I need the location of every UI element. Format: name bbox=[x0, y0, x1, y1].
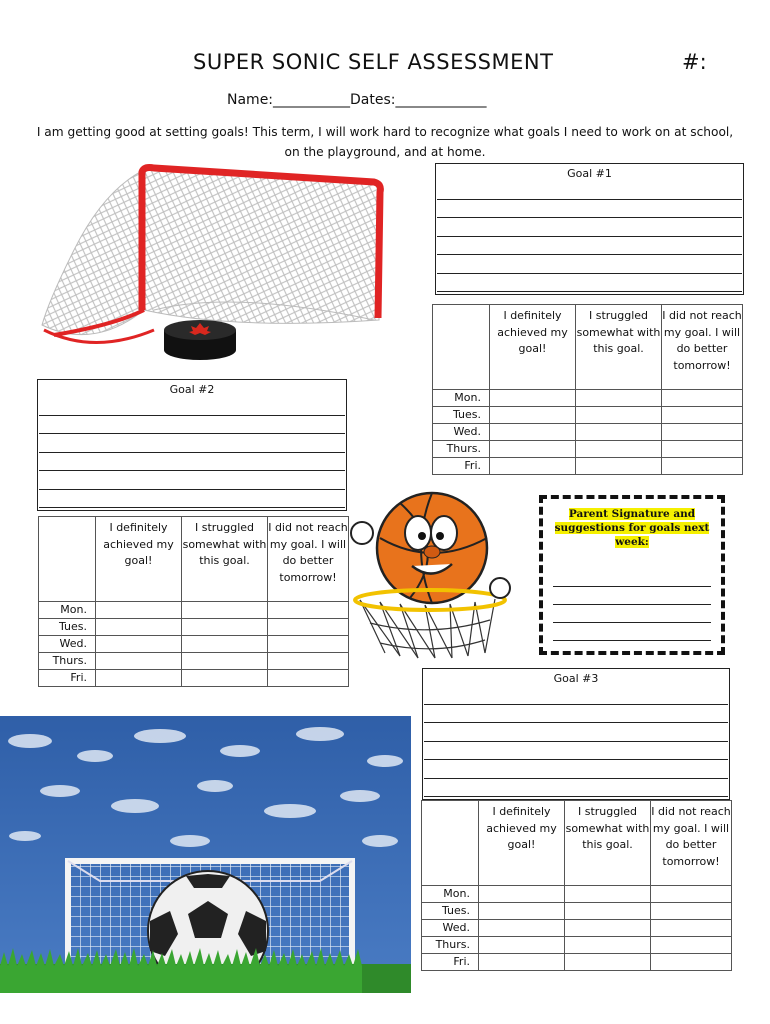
rating-cell[interactable] bbox=[565, 937, 651, 954]
goal-1-line[interactable] bbox=[437, 181, 742, 200]
rating-cell[interactable] bbox=[651, 886, 732, 903]
day-label: Mon. bbox=[422, 886, 479, 903]
day-label: Tues. bbox=[433, 407, 490, 424]
rating-cell[interactable] bbox=[96, 670, 182, 687]
number-label: #: bbox=[682, 50, 707, 74]
name-dates-line: Name:___________Dates:_____________ bbox=[227, 92, 487, 108]
rating-cell[interactable] bbox=[565, 903, 651, 920]
goal-1-line[interactable] bbox=[437, 255, 742, 274]
goal-3-line[interactable] bbox=[424, 723, 728, 742]
rating-cell[interactable] bbox=[576, 407, 662, 424]
rating-cell[interactable] bbox=[479, 937, 565, 954]
rating-cell[interactable] bbox=[490, 407, 576, 424]
parent-box-title: Parent Signature and suggestions for goals next week: bbox=[554, 508, 710, 548]
day-label: Tues. bbox=[39, 619, 96, 636]
rating-cell[interactable] bbox=[268, 670, 349, 687]
goal-2-line[interactable] bbox=[39, 490, 345, 509]
goal-2-line[interactable] bbox=[39, 471, 345, 490]
goal-3-line[interactable] bbox=[424, 686, 728, 705]
rating-cell[interactable] bbox=[576, 424, 662, 441]
day-label: Fri. bbox=[422, 954, 479, 971]
day-label: Wed. bbox=[433, 424, 490, 441]
goal-3-rating-table bbox=[421, 800, 732, 971]
rating-cell[interactable] bbox=[662, 424, 743, 441]
rating-cell[interactable] bbox=[662, 407, 743, 424]
goal-1-title: Goal #1 bbox=[567, 167, 612, 180]
rating-cell[interactable] bbox=[479, 954, 565, 971]
rating-cell[interactable] bbox=[96, 653, 182, 670]
goal-2-title: Goal #2 bbox=[169, 383, 215, 396]
header-achieved: I definitely achieved my goal! bbox=[479, 801, 565, 886]
corner-cell bbox=[39, 517, 96, 602]
rating-cell[interactable] bbox=[490, 458, 576, 475]
rating-cell[interactable] bbox=[268, 653, 349, 670]
goal-2-line[interactable] bbox=[39, 397, 345, 416]
signature-line[interactable] bbox=[553, 587, 711, 605]
rating-cell[interactable] bbox=[96, 619, 182, 636]
goal-1-line[interactable] bbox=[437, 274, 742, 293]
rating-cell[interactable] bbox=[490, 424, 576, 441]
goal-2-rating-table bbox=[38, 516, 349, 687]
goal-1-box bbox=[435, 163, 744, 295]
rating-cell[interactable] bbox=[96, 602, 182, 619]
corner-cell bbox=[422, 801, 479, 886]
day-label: Wed. bbox=[422, 920, 479, 937]
day-label: Thurs. bbox=[39, 653, 96, 670]
rating-cell[interactable] bbox=[182, 636, 268, 653]
day-label: Thurs. bbox=[433, 441, 490, 458]
header-not-reached: I did not reach my goal. I will do better tomorrow! bbox=[268, 517, 349, 602]
parent-signature-box bbox=[539, 495, 725, 655]
day-label: Thurs. bbox=[422, 937, 479, 954]
rating-cell[interactable] bbox=[479, 920, 565, 937]
goal-3-line[interactable] bbox=[424, 760, 728, 779]
rating-cell[interactable] bbox=[651, 937, 732, 954]
day-label: Fri. bbox=[433, 458, 490, 475]
rating-cell[interactable] bbox=[490, 441, 576, 458]
day-label: Fri. bbox=[39, 670, 96, 687]
rating-cell[interactable] bbox=[490, 390, 576, 407]
rating-cell[interactable] bbox=[268, 619, 349, 636]
soccer-goal-image bbox=[0, 716, 411, 993]
rating-cell[interactable] bbox=[662, 390, 743, 407]
day-label: Mon. bbox=[39, 602, 96, 619]
signature-line[interactable] bbox=[553, 623, 711, 641]
rating-cell[interactable] bbox=[268, 636, 349, 653]
rating-cell[interactable] bbox=[565, 886, 651, 903]
header-struggled: I struggled somewhat with this goal. bbox=[565, 801, 651, 886]
rating-cell[interactable] bbox=[565, 954, 651, 971]
header-not-reached: I did not reach my goal. I will do better tomorrow! bbox=[662, 305, 743, 390]
page-title: SUPER SONIC SELF ASSESSMENT bbox=[193, 50, 554, 74]
rating-cell[interactable] bbox=[651, 920, 732, 937]
rating-cell[interactable] bbox=[576, 458, 662, 475]
basketball-mascot-image bbox=[340, 478, 525, 663]
goal-2-line[interactable] bbox=[39, 434, 345, 453]
rating-cell[interactable] bbox=[182, 619, 268, 636]
hockey-puck-icon bbox=[164, 320, 236, 360]
rating-cell[interactable] bbox=[268, 602, 349, 619]
rating-cell[interactable] bbox=[576, 441, 662, 458]
goal-2-line[interactable] bbox=[39, 416, 345, 435]
goal-1-line[interactable] bbox=[437, 237, 742, 256]
goal-1-rating-table bbox=[432, 304, 743, 475]
goal-2-line[interactable] bbox=[39, 453, 345, 472]
day-label: Wed. bbox=[39, 636, 96, 653]
signature-line[interactable] bbox=[553, 569, 711, 587]
rating-cell[interactable] bbox=[651, 903, 732, 920]
rating-cell[interactable] bbox=[662, 458, 743, 475]
rating-cell[interactable] bbox=[576, 390, 662, 407]
header-not-reached: I did not reach my goal. I will do better tomorrow! bbox=[651, 801, 732, 886]
rating-cell[interactable] bbox=[182, 670, 268, 687]
rating-cell[interactable] bbox=[479, 886, 565, 903]
goal-1-line[interactable] bbox=[437, 218, 742, 237]
header-achieved: I definitely achieved my goal! bbox=[490, 305, 576, 390]
rating-cell[interactable] bbox=[182, 602, 268, 619]
header-struggled: I struggled somewhat with this goal. bbox=[576, 305, 662, 390]
goal-1-line[interactable] bbox=[437, 200, 742, 219]
header-struggled: I struggled somewhat with this goal. bbox=[182, 517, 268, 602]
day-label: Tues. bbox=[422, 903, 479, 920]
rating-cell[interactable] bbox=[651, 954, 732, 971]
hockey-net-image bbox=[34, 160, 389, 375]
goal-3-box bbox=[422, 668, 730, 800]
corner-cell bbox=[433, 305, 490, 390]
day-label: Mon. bbox=[433, 390, 490, 407]
goal-3-title: Goal #3 bbox=[553, 672, 599, 685]
goal-3-line[interactable] bbox=[424, 705, 728, 724]
rating-cell[interactable] bbox=[565, 920, 651, 937]
rating-cell[interactable] bbox=[96, 636, 182, 653]
rating-cell[interactable] bbox=[662, 441, 743, 458]
rating-cell[interactable] bbox=[479, 903, 565, 920]
goal-2-box bbox=[37, 379, 347, 511]
goal-3-line[interactable] bbox=[424, 779, 728, 798]
signature-line[interactable] bbox=[553, 605, 711, 623]
rating-cell[interactable] bbox=[182, 653, 268, 670]
header-achieved: I definitely achieved my goal! bbox=[96, 517, 182, 602]
intro-text: I am getting good at setting goals! This term, I will work hard to recognize what goals I need to work on at school, on the playground, and at home. bbox=[36, 125, 734, 159]
goal-3-line[interactable] bbox=[424, 742, 728, 761]
